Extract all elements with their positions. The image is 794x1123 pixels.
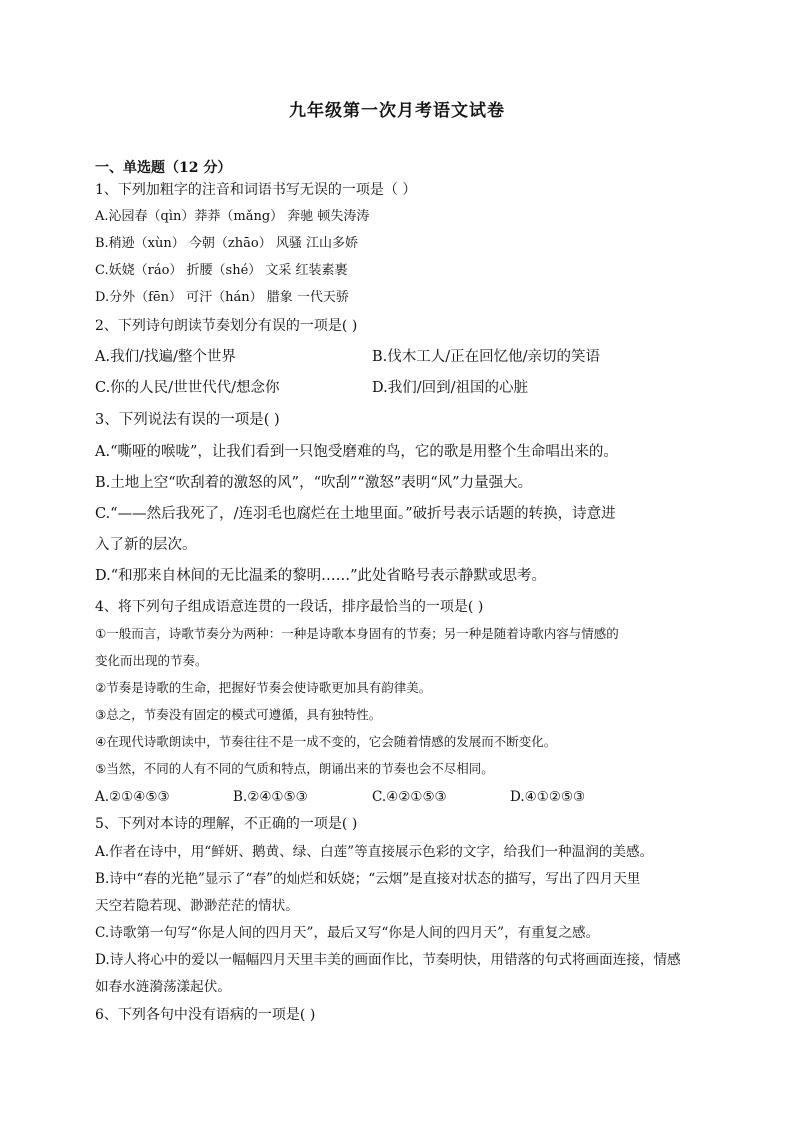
question-5-stem: 5、下列对本诗的理解，不正确的一项是( ) [95, 816, 358, 832]
page-title: 九年级第一次月考语文试卷 [289, 101, 505, 121]
question-4-stem: 4、将下列句子组成语意连贯的一段话，排序最恰当的一项是( ) [95, 599, 484, 615]
question-4-sentence-3: ③总之，节奏没有固定的模式可遵循，具有独特性。 [95, 707, 382, 722]
question-4-sentence-1-cont: 变化而出现的节奏。 [95, 653, 208, 668]
question-5-option-a: A.作者在诗中，用“鲜妍、鹅黄、绿、白莲”等直接展示色彩的文字，给我们一种温润的美感。 [95, 844, 654, 860]
section-heading: 一、单选题（12 分） [95, 160, 232, 176]
question-2-option-a: A.我们/找遍/整个世界 [95, 349, 236, 365]
question-1-option-d: D.分外（fēn） 可汗（hán） 腊象 一代天骄 [95, 290, 349, 305]
question-2-option-b: B.伐木工人/正在回忆他/亲切的笑语 [372, 349, 601, 365]
question-1-option-c: C.妖娆（ráo） 折腰（shé） 文采 红装素裹 [95, 263, 348, 278]
question-5-option-d: D.诗人将心中的爱以一幅幅四月天里丰美的画面作比，节奏明快，用错落的句式将画面连接，情感 [95, 952, 681, 968]
question-5-option-b-cont: 天空若隐若现、渺渺茫茫的情状。 [95, 898, 299, 914]
question-2-option-d: D.我们/回到/祖国的心脏 [372, 380, 528, 396]
question-2-option-c: C.你的人民/世世代代/想念你 [95, 380, 280, 396]
question-4-option-b: B.②④①⑤③ [233, 789, 308, 805]
question-3-option-c-cont: 入了新的层次。 [95, 537, 197, 553]
question-4-sentence-4: ④在现代诗歌朗读中，节奏往往不是一成不变的，它会随着情感的发展而不断变化。 [95, 734, 557, 749]
question-1-stem: 1、下列加粗字的注音和词语书写无误的一项是（ ） [95, 182, 417, 198]
question-3-option-b: B.土地上空“吹刮着的激怒的风”，“吹刮”“激怒”表明“风”力量强大。 [95, 475, 533, 491]
question-4-sentence-2: ②节奏是诗歌的生命，把握好节奏会使诗歌更加具有韵律美。 [95, 680, 432, 695]
question-4-sentence-5: ⑤当然，不同的人有不同的气质和特点，朗诵出来的节奏也会不尽相同。 [95, 761, 494, 776]
question-3-stem: 3、下列说法有误的一项是( ) [95, 412, 280, 428]
question-5-option-c: C.诗歌第一句写“你是人间的四月天”，最后又写“你是人间的四月天”，有重复之感。 [95, 925, 600, 941]
question-4-option-c: C.④②①⑤③ [372, 789, 447, 805]
question-3-option-a: A.“嘶哑的喉咙”，让我们看到一只饱受磨难的鸟，它的歌是用整个生命唱出来的。 [95, 444, 618, 460]
question-1-option-b: B.稍逊（xùn） 今朝（zhāo） 风骚 江山多娇 [95, 236, 358, 251]
question-4-option-d: D.④①②⑤③ [510, 789, 586, 805]
question-4-sentence-1: ①一般而言，诗歌节奏分为两种：一种是诗歌本身固有的节奏；另一种是随着诗歌内容与情感的 [95, 626, 619, 641]
question-3-option-d: D.“和那来自林间的无比温柔的黎明……”此处省略号表示静默或思考。 [95, 568, 547, 584]
question-1-option-a: A.沁园春（qìn）莽莽（mǎng） 奔驰 顿失涛涛 [95, 209, 370, 224]
question-4-option-a: A.②①④⑤③ [95, 789, 170, 805]
question-2-stem: 2、下列诗句朗读节奏划分有误的一项是( ) [95, 318, 358, 334]
question-6-stem: 6、下列各句中没有语病的一项是( ) [95, 1007, 316, 1023]
question-5-option-b: B.诗中“春的光艳”显示了“春”的灿烂和妖娆；“云烟”是直接对状态的描写，写出了四月天里 [95, 871, 641, 887]
question-5-option-d-cont: 如春水涟漪荡漾起伏。 [95, 979, 231, 995]
question-3-option-c: C.“——然后我死了，/连羽毛也腐烂在土地里面。”破折号表示话题的转换，诗意进 [95, 506, 616, 522]
